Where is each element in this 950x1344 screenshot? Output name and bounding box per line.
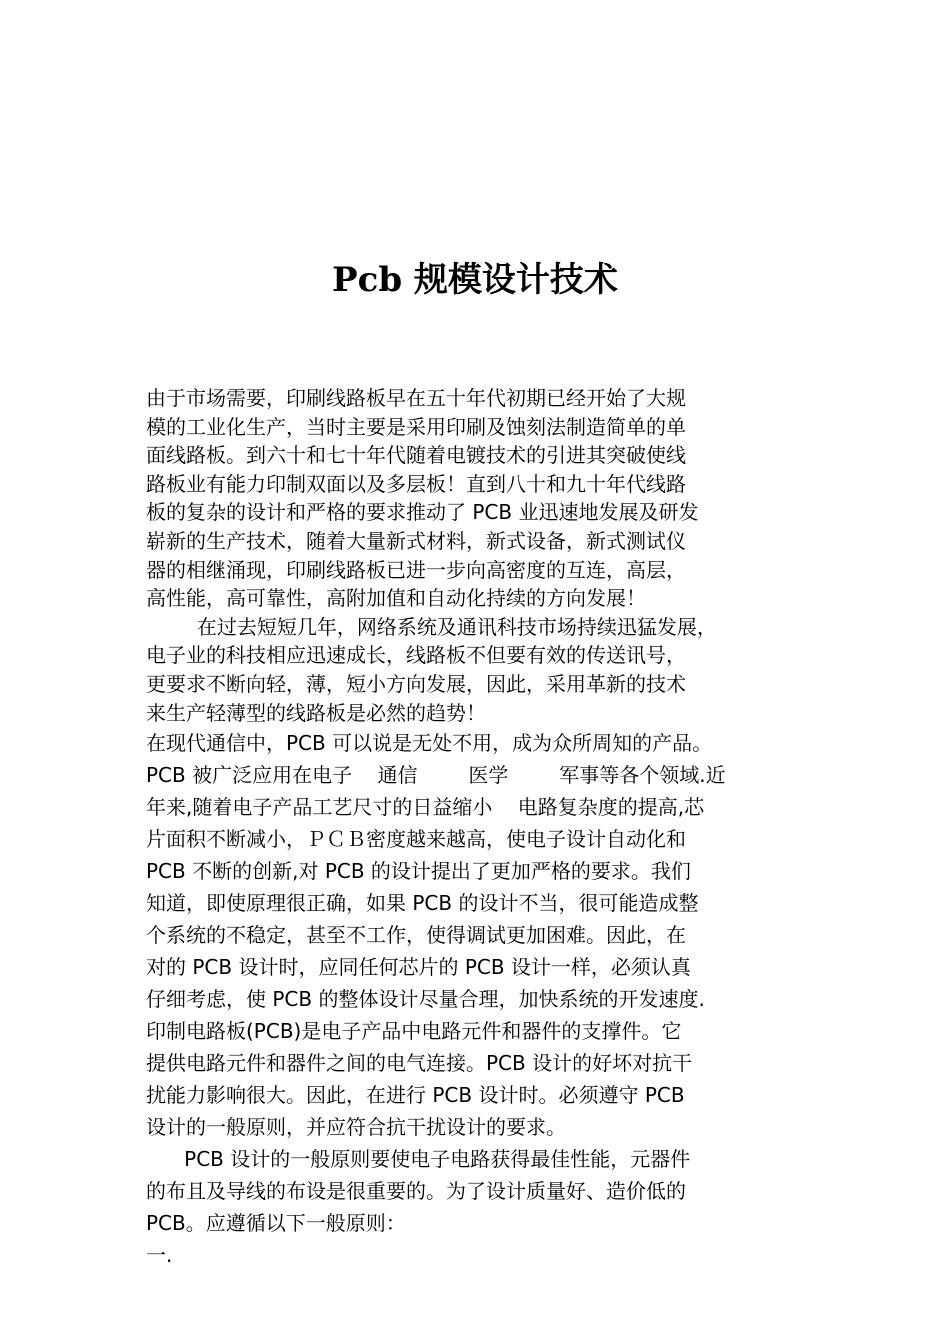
text-line: 器的相继涌现，印刷线路板已进一步向高密度的互连，高层， xyxy=(146,557,686,582)
text-line: 片面积不断减小，ＰＣＢ密度越来越高，使电子设计自动化和 xyxy=(146,827,686,852)
text-line: 的布且及导线的布设是很重要的。为了设计质量好、造价低的 xyxy=(146,1179,686,1204)
text-line: 电子业的科技相应迅速成长，线路板不但要有效的传送讯号， xyxy=(146,643,686,668)
text-line: 仔细考虑，使 PCB 的整体设计尽量合理，加快系统的开发速度. xyxy=(146,987,705,1012)
paragraph-principles xyxy=(146,1143,826,1271)
text-line: 板的复杂的设计和严格的要求推动了 PCB 业迅速地发展及研发 xyxy=(146,500,699,525)
text-line: 知道，即使原理很正确，如果 PCB 的设计不当，很可能造成整 xyxy=(146,891,699,916)
text-line: 高性能，高可靠性，高附加值和自动化持续的方向发展！ xyxy=(146,586,646,611)
text-line: 在过去短短几年，网络系统及通讯科技市场持续迅猛发展， xyxy=(146,614,717,639)
paragraph-modern-pcb xyxy=(146,727,826,1143)
text-line: 模的工业化生产，当时主要是采用印刷及蚀刻法制造简单的单 xyxy=(146,414,686,439)
paragraph-trend xyxy=(146,613,826,727)
text-line: PCB 设计的一般原则要使电子电路获得最佳性能，元器件 xyxy=(146,1147,691,1172)
text-line: 印制电路板(PCB)是电子产品中电路元件和器件的支撑件。它 xyxy=(146,1019,682,1044)
text-line: 提供电路元件和器件之间的电气连接。PCB 设计的好坏对抗干 xyxy=(146,1051,693,1076)
text-line: 崭新的生产技术，随着大量新式材料，新式设备，新式测试仪 xyxy=(146,528,686,553)
text-line: PCB 不断的创新,对 PCB 的设计提出了更加严格的要求。我们 xyxy=(146,859,691,884)
text-line: 路板业有能力印制双面以及多层板！直到八十和九十年代线路 xyxy=(146,471,686,496)
text-line: 个系统的不稳定，甚至不工作，使得调试更加困难。因此，在 xyxy=(146,923,686,948)
text-line: PCB。应遵循以下一般原则： xyxy=(146,1211,406,1236)
paragraph-history xyxy=(146,384,826,613)
text-line: 更要求不断向轻，薄，短小方向发展，因此，采用革新的技术 xyxy=(146,671,686,696)
text-line: 由于市场需要，印刷线路板早在五十年代初期已经开始了大规 xyxy=(146,386,686,410)
text-line: 面线路板。到六十和七十年代随着电镀技术的引进其突破使线 xyxy=(146,443,686,468)
text-line: 一. xyxy=(146,1243,173,1268)
document-title: Pcb 规模设计技术 xyxy=(332,260,618,300)
text-line: 来生产轻薄型的线路板是必然的趋势！ xyxy=(146,700,486,725)
text-line: 设计的一般原则，并应符合抗干扰设计的要求。 xyxy=(146,1115,566,1140)
text-line: 对的 PCB 设计时，应同任何芯片的 PCB 设计一样，必须认真 xyxy=(146,955,691,980)
text-line: PCB 被广泛应用在电子 通信 医学 军事等各个领域.近 xyxy=(146,763,726,788)
document-body xyxy=(146,384,826,1271)
text-line: 年来,随着电子产品工艺尺寸的日益缩小 电路复杂度的提高,芯 xyxy=(146,795,705,820)
text-line: 扰能力影响很大。因此，在进行 PCB 设计时。必须遵守 PCB xyxy=(146,1083,685,1108)
text-line: 在现代通信中，PCB 可以说是无处不用，成为众所周知的产品。 xyxy=(146,731,713,756)
